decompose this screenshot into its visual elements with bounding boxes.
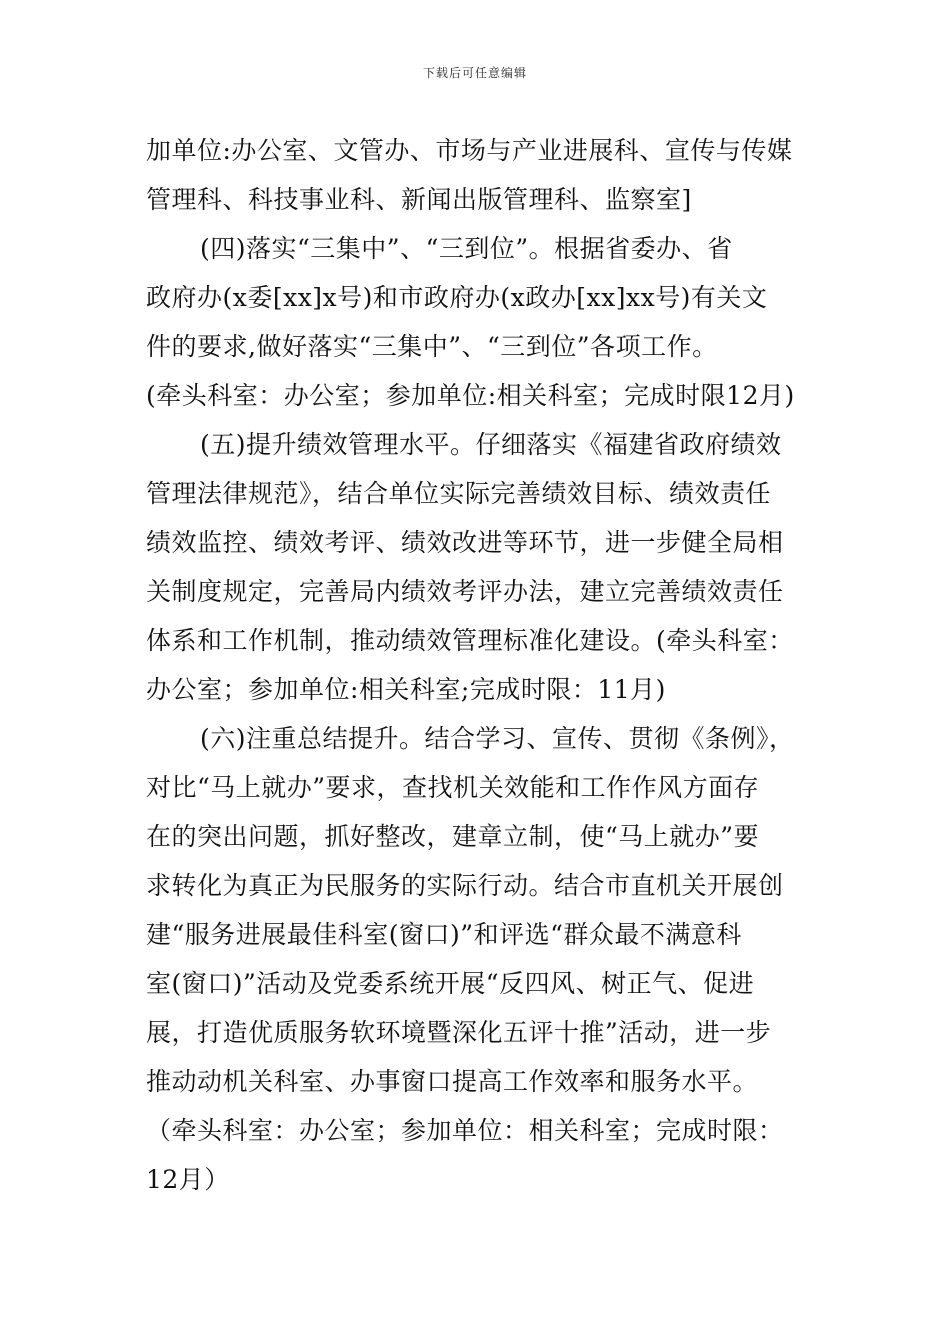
paragraph-6-start: (六)注重总结提升。结合学习、宣传、贯彻《条例》，	[200, 724, 795, 753]
text-line: 件的要求,做好落实“三集中”、“三到位”各项工作。	[146, 332, 718, 361]
text-line: 绩效监控、绩效考评、绩效改进等环节，进一步健全局相	[146, 528, 784, 557]
text-line: （牵头科室：办公室；参加单位：相关科室；完成时限：	[146, 1116, 784, 1145]
document-body	[146, 126, 806, 1204]
text-line: 求转化为真正为民服务的实际行动。结合市直机关开展创	[146, 871, 784, 900]
text-line: 在的突出问题，抓好整改，建章立制，使“马上就办”要	[146, 822, 760, 851]
text-line: 推动动机关科室、办事窗口提高工作效率和服务水平。	[146, 1067, 759, 1096]
text-line: 办公室；参加单位:相关科室;完成时限：11月)	[146, 675, 666, 704]
paragraph-4-start: (四)落实“三集中”、“三到位”。根据省委办、省	[200, 234, 733, 263]
text-line: 室(窗口)”活动及党委系统开展“反四风、树正气、促进	[146, 969, 755, 998]
page-header: 下载后可任意编辑	[422, 66, 527, 80]
text-line: 加单位:办公室、文管办、市场与产业进展科、宣传与传媒	[146, 136, 793, 165]
text-line: 政府办(x委[xx]x号)和市政府办(x政办[xx]xx号)有关文	[146, 283, 768, 312]
text-line: 关制度规定，完善局内绩效考评办法，建立完善绩效责任	[146, 577, 784, 606]
text-line: 对比“马上就办”要求，查找机关效能和工作作风方面存	[146, 773, 760, 802]
text-line: 管理科、科技事业科、新闻出版管理科、监察室]	[146, 185, 692, 214]
text-line: 12月）	[146, 1165, 230, 1194]
paragraph-5-start: (五)提升绩效管理水平。仔细落实《福建省政府绩效	[200, 430, 782, 459]
text-line: 建“服务进展最佳科室(窗口)”和评选“群众最不满意科	[146, 920, 742, 949]
text-line: (牵头科室：办公室；参加单位:相关科室；完成时限12月)	[146, 381, 795, 410]
text-line: 展，打造优质服务软环境暨深化五评十推”活动，进一步	[146, 1018, 772, 1047]
text-line: 体系和工作机制，推动绩效管理标准化建设。(牵头科室：	[146, 626, 794, 655]
text-line: 管理法律规范》，结合单位实际完善绩效目标、绩效责任	[146, 479, 772, 508]
